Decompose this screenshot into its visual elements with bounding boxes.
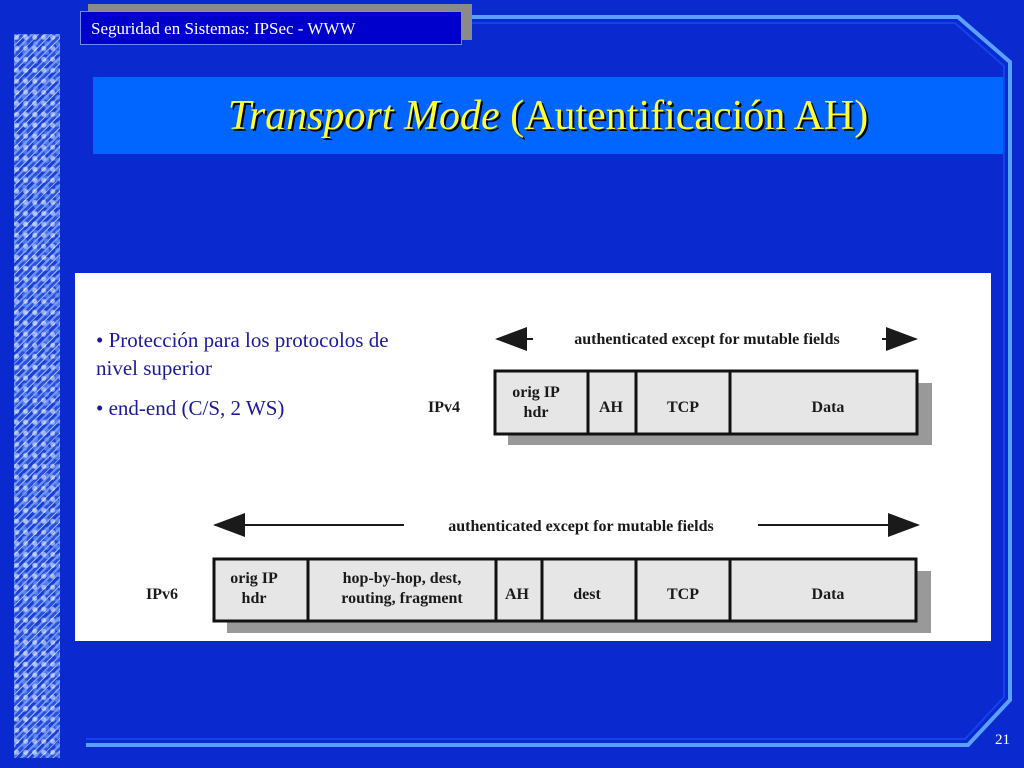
ipv6-auth-label: authenticated except for mutable fields (448, 518, 714, 535)
title-italic: Transport Mode (227, 92, 500, 139)
ipv4-field-tcp: TCP (667, 399, 699, 416)
bullet-item: • end-end (C/S, 2 WS) (96, 396, 285, 420)
ipv6-field-ext-headers: hop-by-hop, dest, routing, fragment (341, 570, 463, 607)
ipv6-label: IPv6 (146, 586, 178, 603)
bullet-item: • Protección para los protocolos de nivel superior (96, 328, 389, 380)
ipv4-field-orig-ip: orig IP hdr (512, 384, 560, 421)
header-text: Seguridad en Sistemas: IPSec - WWW (91, 19, 356, 38)
ipv6-field-orig-ip: orig IP hdr (230, 570, 278, 607)
ipv4-field-ah: AH (599, 399, 623, 416)
ipv4-auth-label: authenticated except for mutable fields (574, 331, 840, 348)
ipv6-field-data: Data (811, 586, 845, 603)
ipv6-field-dest: dest (573, 586, 601, 603)
ipv6-field-ah: AH (505, 586, 529, 603)
ipv6-field-tcp: TCP (667, 586, 699, 603)
title-rest: (Autentificación AH) (510, 92, 869, 139)
ipv4-packet (495, 371, 917, 434)
ipv4-label: IPv4 (428, 399, 460, 416)
page-number: 21 (995, 732, 1010, 748)
ipv4-field-data: Data (811, 399, 845, 416)
